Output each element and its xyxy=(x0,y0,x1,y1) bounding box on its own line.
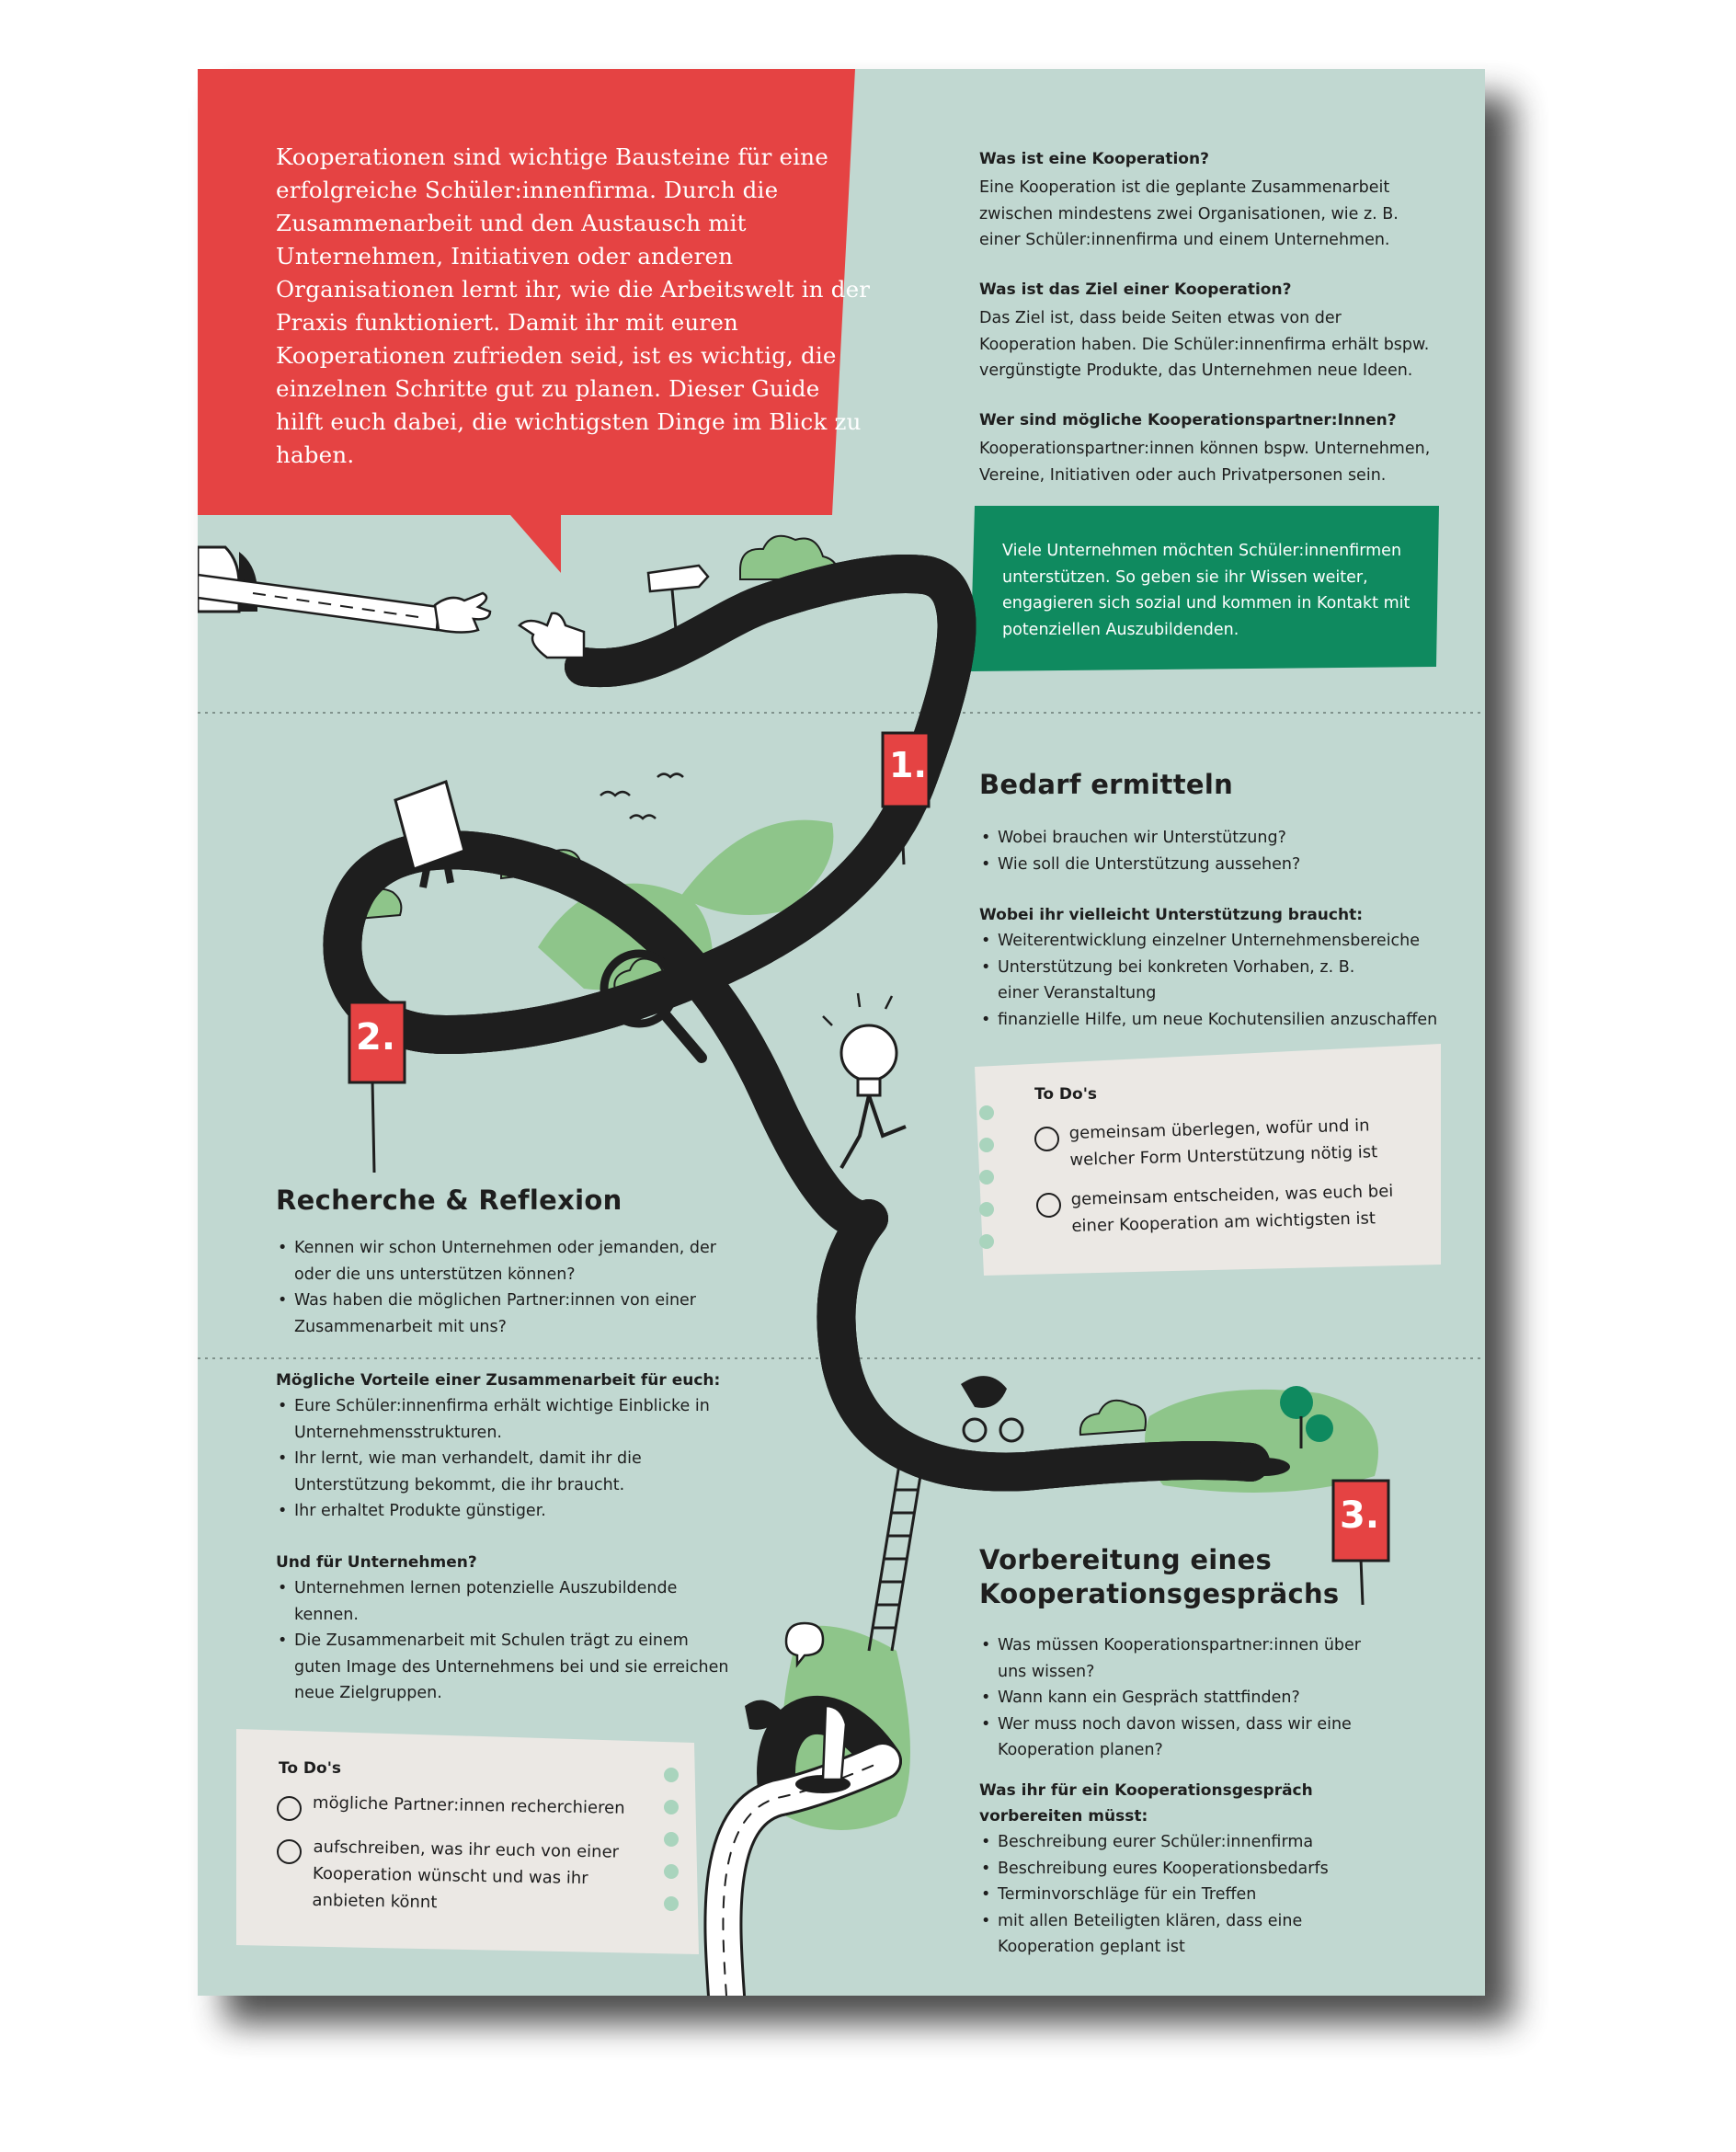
list-item: • Was müssen Kooperationspartner:innen über uns wissen? xyxy=(979,1632,1375,1685)
list-item: • Eure Schüler:innenfirma erhält wichtige Einblicke in Unternehmensstrukturen. xyxy=(276,1393,736,1446)
poster xyxy=(198,69,1485,1996)
list-item: • Beschreibung eurer Schüler:innenfirma xyxy=(979,1829,1375,1856)
faq-1-answer: Eine Kooperation ist die geplante Zusammenarbeit zwischen mindestens zwei Organisationen, wie z. B. einer Schüler:innenfirma und einem Unternehmen. xyxy=(979,178,1399,249)
step1-todo-1: gemeinsam überlegen, wofür und in welcher Form Unterstützung nötig ist xyxy=(1068,1116,1378,1170)
list-item: • mit allen Beteiligten klären, dass eine Kooperation geplant ist xyxy=(979,1908,1329,1961)
step3-items xyxy=(979,1829,1375,1961)
step1-title: Bedarf ermitteln xyxy=(979,769,1234,800)
faq-3-answer: Kooperationspartner:innen können bspw. Unternehmen, Vereine, Initiativen oder auch Privatpersonen sein. xyxy=(979,440,1431,485)
step2-number: 2. xyxy=(356,1016,396,1059)
list-item: • Wie soll die Unterstützung aussehen? xyxy=(979,852,1457,878)
list-item: • Wobei brauchen wir Unterstützung? xyxy=(979,825,1457,852)
list-item: • Weiterentwicklung einzelner Unternehmensbereiche xyxy=(979,928,1467,955)
step2-todo-1-checkbox[interactable] xyxy=(277,1796,302,1821)
list-item: • Wer muss noch davon wissen, dass wir eine Kooperation planen? xyxy=(979,1711,1375,1764)
step1-todo-title: To Do's xyxy=(1034,1085,1098,1104)
step2-todo-title: To Do's xyxy=(279,1759,342,1778)
step1-todo-1-checkbox[interactable] xyxy=(1034,1127,1059,1151)
step2-todo-2-checkbox[interactable] xyxy=(277,1839,302,1864)
list-item: • finanzielle Hilfe, um neue Kochutensilien anzuschaffen xyxy=(979,1007,1467,1034)
step1-subheading: Wobei ihr vielleicht Unterstützung braucht: xyxy=(979,906,1364,924)
step3-number: 3. xyxy=(1340,1494,1380,1537)
list-item: • Die Zusammenarbeit mit Schulen trägt zu einem guten Image des Unternehmens bei und sie erreichen neue Zielgruppen. xyxy=(276,1628,736,1707)
step3-questions xyxy=(979,1632,1375,1764)
step2-todo-1: mögliche Partner:innen recherchieren xyxy=(312,1792,625,1818)
step2-questions xyxy=(276,1235,736,1340)
list-item: • Unterstützung bei konkreten Vorhaben, z. B. einer Veranstaltung xyxy=(979,955,1365,1007)
faq-2-answer: Das Ziel ist, dass beide Seiten etwas von der Kooperation haben. Die Schüler:innenfirma erhält bspw. vergünstigte Produkte, das Unternehmen neue Ideen. xyxy=(979,309,1430,380)
list-item: • Ihr erhaltet Produkte günstiger. xyxy=(276,1498,736,1525)
step1-items xyxy=(979,928,1467,1033)
list-item: • Was haben die möglichen Partner:innen von einer Zusammenarbeit mit uns? xyxy=(276,1288,736,1340)
green-info-box: Viele Unternehmen möchten Schüler:innenfirmen unterstützen. So geben sie ihr Wissen weiter, engagieren sich sozial und kommen in Kontakt mit potenziellen Auszubildenden. xyxy=(1002,542,1410,639)
step3-subheading: Was ihr für ein Kooperationsgespräch vorbereiten müsst: xyxy=(979,1781,1313,1826)
list-item: • Kennen wir schon Unternehmen oder jemanden, der oder die uns unterstützen können? xyxy=(276,1235,736,1288)
list-item: • Unternehmen lernen potenzielle Auszubildende kennen. xyxy=(276,1575,736,1628)
list-item: • Beschreibung eures Kooperationsbedarfs xyxy=(979,1856,1375,1883)
step2-benefits xyxy=(276,1393,736,1525)
list-item: • Wann kann ein Gespräch stattfinden? xyxy=(979,1685,1375,1711)
step1-questions xyxy=(979,825,1457,877)
step1-number: 1. xyxy=(889,745,927,785)
intro-text: Kooperationen sind wichtige Bausteine für eine erfolgreiche Schüler:innenfirma. Durch die Zusammenarbeit und den Austausch mit Unternehmen, Initiativen oder anderen Organisationen lernt ihr, wie die Arbeitswelt in der Praxis funktioniert. Damit ihr mit euren Kooperationen zufrieden seid, ist es wichtig, die einzelnen Schritte gut zu planen. Dieser Guide hilft euch dabei, die wichtigsten Dinge im Blick zu haben. xyxy=(276,143,871,468)
faq-1-question: Was ist eine Kooperation? xyxy=(979,150,1209,168)
step2-todo-2: aufschreiben, was ihr euch von einer Kooperation wünscht und was ihr anbieten könnt xyxy=(312,1837,620,1913)
step2-company-items xyxy=(276,1575,736,1707)
step3-title: Vorbereitung eines Kooperationsgesprächs xyxy=(979,1544,1340,1609)
step2-benefits-heading: Mögliche Vorteile einer Zusammenarbeit für euch: xyxy=(276,1371,721,1390)
list-item: • Ihr lernt, wie man verhandelt, damit ihr die Unterstützung bekommt, die ihr braucht. xyxy=(276,1446,736,1498)
list-item: • Terminvorschläge für ein Treffen xyxy=(979,1882,1375,1908)
step1-todo-2-checkbox[interactable] xyxy=(1036,1193,1061,1218)
faq-3-question: Wer sind mögliche Kooperationspartner:Innen? xyxy=(979,411,1397,429)
faq-2-question: Was ist das Ziel einer Kooperation? xyxy=(979,280,1292,299)
step2-company-heading: Und für Unternehmen? xyxy=(276,1553,477,1572)
step2-title: Recherche & Reflexion xyxy=(276,1185,622,1216)
step1-todo-2: gemeinsam entscheiden, was euch bei einer Kooperation am wichtigsten ist xyxy=(1070,1181,1394,1236)
